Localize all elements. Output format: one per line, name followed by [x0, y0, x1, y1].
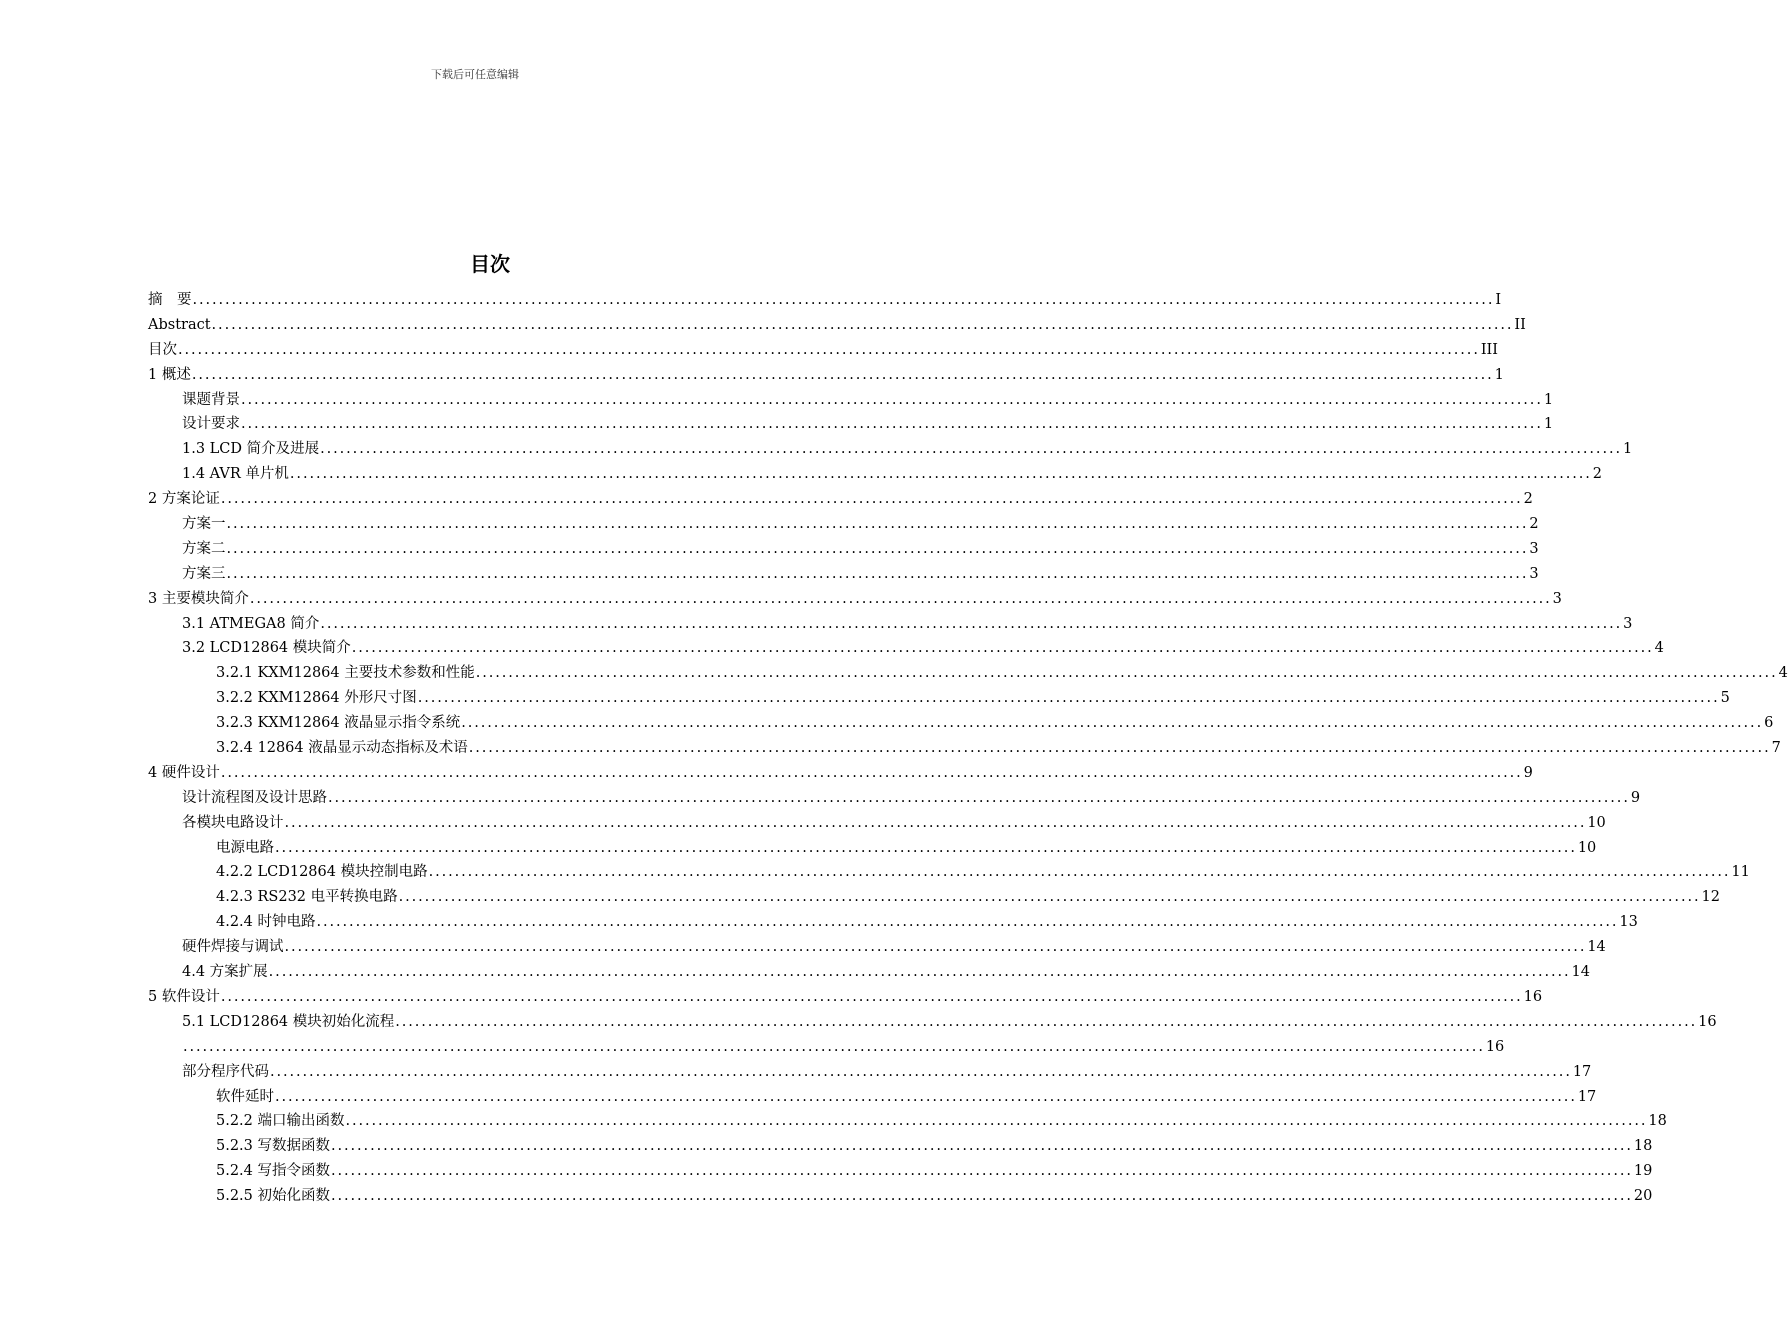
toc-leader-dots: ........................................................................................................................................................................................................: [475, 665, 1778, 682]
toc-entry-title: 电源电路: [216, 839, 274, 856]
toc-leader-dots: ........................................................................................................................................................................................................: [226, 565, 1529, 582]
toc-entry[interactable]: [148, 910, 1638, 935]
toc-entry-page: 1: [1543, 391, 1554, 408]
toc-entry-page: 10: [1577, 839, 1597, 856]
toc-entry-title: 部分程序代码: [182, 1063, 269, 1080]
toc-entry[interactable]: [148, 338, 1499, 363]
toc-leader-dots: ........................................................................................................................................................................................................: [468, 740, 1771, 757]
toc-entry-title: 设计要求: [182, 416, 240, 433]
toc-entry-page: 7: [1771, 740, 1781, 757]
toc-entry[interactable]: [148, 711, 1774, 736]
toc-leader-dots: ........................................................................................................................................................................................................: [191, 366, 1494, 383]
toc-entry-title: 5.2.5 初始化函数: [216, 1188, 331, 1205]
toc-leader-dots: ........................................................................................................................................................................................................: [461, 715, 1764, 732]
toc-leader-dots: ........................................................................................................................................................................................................: [395, 1013, 1698, 1030]
toc-entry-title: 5.2.2 端口输出函数: [216, 1113, 345, 1130]
toc-entry-title: Abstract: [148, 316, 211, 333]
toc-leader-dots: ........................................................................................................................................................................................................: [249, 590, 1552, 607]
toc-leader-dots: ........................................................................................................................................................................................................: [241, 391, 1543, 408]
toc-entry-title: 5 软件设计: [148, 988, 220, 1005]
toc-entry[interactable]: [148, 487, 1533, 512]
toc-entry[interactable]: [148, 1085, 1597, 1110]
toc-entry[interactable]: [148, 885, 1720, 910]
toc-entry-title: 3.2.3 KXM12864 液晶显示指令系统: [216, 715, 461, 732]
toc-entry-page: 19: [1633, 1163, 1653, 1180]
toc-entry-page: 1: [1622, 441, 1633, 458]
toc-leader-dots: ........................................................................................................................................................................................................: [211, 316, 1514, 333]
toc-entry[interactable]: [148, 811, 1606, 836]
toc-entry-page: 11: [1731, 864, 1750, 881]
toc-entry[interactable]: [148, 537, 1539, 562]
toc-leader-dots: ........................................................................................................................................................................................................: [226, 516, 1529, 533]
toc-entry[interactable]: [148, 960, 1590, 985]
toc-entry[interactable]: [148, 761, 1533, 786]
toc-leader-dots: ........................................................................................................................................................................................................: [220, 988, 1523, 1005]
toc-entry[interactable]: [148, 786, 1641, 811]
toc-entry[interactable]: [148, 587, 1562, 612]
toc-leader-dots: ........................................................................................................................................................................................................: [220, 764, 1523, 781]
toc-entry[interactable]: [148, 661, 1788, 686]
toc-entry-page: 3: [1552, 590, 1562, 607]
toc-entry-title: 4 硬件设计: [148, 764, 220, 781]
toc-entry-title: 硬件焊接与调试: [182, 939, 284, 956]
toc-entry[interactable]: [148, 437, 1633, 462]
toc-entry-title: 5.2.3 写数据函数: [216, 1138, 331, 1155]
toc-entry-title: 5.2.4 写指令函数: [216, 1163, 331, 1180]
toc-entry-title: 方案一: [182, 516, 226, 533]
toc-entry[interactable]: [148, 1159, 1653, 1184]
toc-entry[interactable]: [148, 1010, 1717, 1035]
toc-leader-dots: ........................................................................................................................................................................................................: [351, 640, 1654, 657]
toc-entry[interactable]: [148, 288, 1502, 313]
toc-entry-title: 方案三: [182, 565, 226, 582]
toc-leader-dots: ........................................................................................................................................................................................................: [270, 1063, 1572, 1080]
toc-leader-dots: ........................................................................................................................................................................................................: [328, 789, 1630, 806]
toc-entry-title: 4.2.3 RS232 电平转换电路: [216, 889, 398, 906]
toc-leader-dots: ........................................................................................................................................................................................................: [275, 839, 1577, 856]
toc-entry-page: 2: [1592, 466, 1602, 483]
toc-entry-title: 1.4 AVR 单片机: [182, 466, 289, 483]
toc-entry-title: 3.2.4 12864 液晶显示动态指标及术语: [216, 740, 468, 757]
toc-entry-page: 4: [1654, 640, 1664, 657]
toc-entry-page: 18: [1648, 1113, 1667, 1130]
toc-leader-dots: ........................................................................................................................................................................................................: [178, 341, 1480, 358]
toc-entry-title: 目次: [148, 341, 177, 358]
toc-entry-page: 10: [1587, 814, 1606, 831]
toc-entry-title: 1.3 LCD 简介及进展: [182, 441, 320, 458]
toc-entry-page: 12: [1701, 889, 1720, 906]
toc-entry[interactable]: [148, 985, 1543, 1010]
toc-leader-dots: ........................................................................................................................................................................................................: [331, 1138, 1633, 1155]
toc-entry-title: 1 概述: [148, 366, 191, 383]
toc-entry-title: 软件延时: [216, 1088, 274, 1105]
toc-entry[interactable]: [148, 1035, 1505, 1060]
toc-leader-dots: ........................................................................................................................................................................................................: [268, 964, 1571, 981]
toc-entry-page: 13: [1619, 914, 1638, 931]
toc-entry-title: 设计流程图及设计思路: [182, 789, 327, 806]
toc-entry-title: 各模块电路设计: [182, 814, 284, 831]
toc-entry-page: 3: [1529, 565, 1539, 582]
toc-entry-page: 18: [1633, 1138, 1653, 1155]
toc-leader-dots: ........................................................................................................................................................................................................: [331, 1163, 1633, 1180]
toc-entry-page: 2: [1523, 491, 1533, 508]
toc-leader-dots: ........................................................................................................................................................................................................: [284, 814, 1587, 831]
toc-entry-page: 9: [1523, 764, 1533, 781]
toc-entry[interactable]: [148, 612, 1633, 637]
toc-entry-page: 3: [1529, 540, 1539, 557]
toc-entry[interactable]: [148, 313, 1526, 338]
toc-entry-page: 17: [1577, 1088, 1597, 1105]
toc-entry-page: 5: [1720, 690, 1730, 707]
toc-entry-page: 4: [1778, 665, 1788, 682]
toc-entry[interactable]: [148, 836, 1597, 861]
table-of-contents: [148, 288, 1788, 1209]
toc-entry-title: 3 主要模块简介: [148, 590, 249, 607]
toc-entry[interactable]: [148, 462, 1602, 487]
toc-entry-title: 4.2.2 LCD12864 模块控制电路: [216, 864, 428, 881]
toc-leader-dots: ........................................................................................................................................................................................................: [345, 1113, 1648, 1130]
header-note: 下载后可任意编辑: [431, 68, 519, 81]
toc-entry-title: 5.1 LCD12864 模块初始化流程: [182, 1013, 395, 1030]
toc-entry[interactable]: [148, 1109, 1667, 1134]
toc-leader-dots: ........................................................................................................................................................................................................: [241, 416, 1543, 433]
toc-entry-page: II: [1514, 316, 1526, 333]
toc-entry-page: 17: [1572, 1063, 1592, 1080]
toc-entry-title: 3.2.1 KXM12864 主要技术参数和性能: [216, 665, 475, 682]
toc-leader-dots: ........................................................................................................................................................................................................: [220, 491, 1523, 508]
toc-entry-title: 3.2.2 KXM12864 外形尺寸图: [216, 690, 417, 707]
toc-leader-dots: ........................................................................................................................................................................................................: [428, 864, 1731, 881]
toc-entry[interactable]: [148, 388, 1554, 413]
toc-entry-title: 3.2 LCD12864 模块简介: [182, 640, 351, 657]
toc-entry[interactable]: [148, 736, 1781, 761]
toc-entry-page: 16: [1698, 1013, 1717, 1030]
toc-entry-page: 16: [1523, 988, 1543, 1005]
toc-entry-title: 摘 要: [148, 292, 192, 308]
toc-entry[interactable]: [148, 512, 1539, 537]
toc-entry-title: 4.2.4 时钟电路: [216, 914, 316, 931]
toc-entry-page: 3: [1623, 615, 1633, 632]
page-title: 目次: [470, 252, 510, 276]
toc-leader-dots: ........................................................................................................................................................................................................: [275, 1088, 1577, 1105]
toc-entry[interactable]: [148, 935, 1606, 960]
toc-entry-page: 16: [1485, 1038, 1505, 1055]
toc-entry-title: 4.4 方案扩展: [182, 964, 268, 981]
toc-entry-title: 方案二: [182, 540, 226, 557]
toc-entry-title: 2 方案论证: [148, 491, 220, 508]
toc-entry-page: I: [1495, 292, 1502, 308]
toc-leader-dots: ........................................................................................................................................................................................................: [183, 1038, 1485, 1055]
toc-entry-page: III: [1480, 341, 1499, 358]
toc-entry[interactable]: [148, 1184, 1653, 1209]
toc-leader-dots: ........................................................................................................................................................................................................: [289, 466, 1592, 483]
toc-entry[interactable]: [148, 860, 1750, 885]
toc-entry-page: 6: [1764, 715, 1774, 732]
toc-entry-page: 14: [1587, 939, 1606, 956]
toc-entry-page: 1: [1494, 366, 1504, 383]
toc-entry-page: 2: [1529, 516, 1539, 533]
toc-entry[interactable]: [148, 686, 1730, 711]
toc-leader-dots: ........................................................................................................................................................................................................: [316, 914, 1619, 931]
toc-leader-dots: ........................................................................................................................................................................................................: [192, 292, 1495, 308]
toc-entry-title: 3.1 ATMEGA8 简介: [182, 615, 320, 632]
toc-entry-title: 课题背景: [182, 391, 240, 408]
toc-entry[interactable]: [148, 636, 1664, 661]
toc-entry[interactable]: [148, 1060, 1592, 1085]
toc-entry-page: 14: [1571, 964, 1590, 981]
toc-leader-dots: ........................................................................................................................................................................................................: [331, 1188, 1633, 1205]
toc-leader-dots: ........................................................................................................................................................................................................: [320, 615, 1623, 632]
toc-leader-dots: ........................................................................................................................................................................................................: [226, 540, 1529, 557]
toc-entry-page: 1: [1543, 416, 1554, 433]
toc-leader-dots: ........................................................................................................................................................................................................: [320, 441, 1622, 458]
toc-leader-dots: ........................................................................................................................................................................................................: [284, 939, 1587, 956]
toc-entry[interactable]: [148, 363, 1504, 388]
toc-leader-dots: ........................................................................................................................................................................................................: [398, 889, 1701, 906]
toc-entry[interactable]: [148, 412, 1554, 437]
toc-entry[interactable]: [148, 1134, 1653, 1159]
toc-entry-page: 9: [1630, 789, 1641, 806]
toc-leader-dots: ........................................................................................................................................................................................................: [417, 690, 1720, 707]
toc-entry[interactable]: [148, 562, 1539, 587]
toc-entry-page: 20: [1633, 1188, 1653, 1205]
